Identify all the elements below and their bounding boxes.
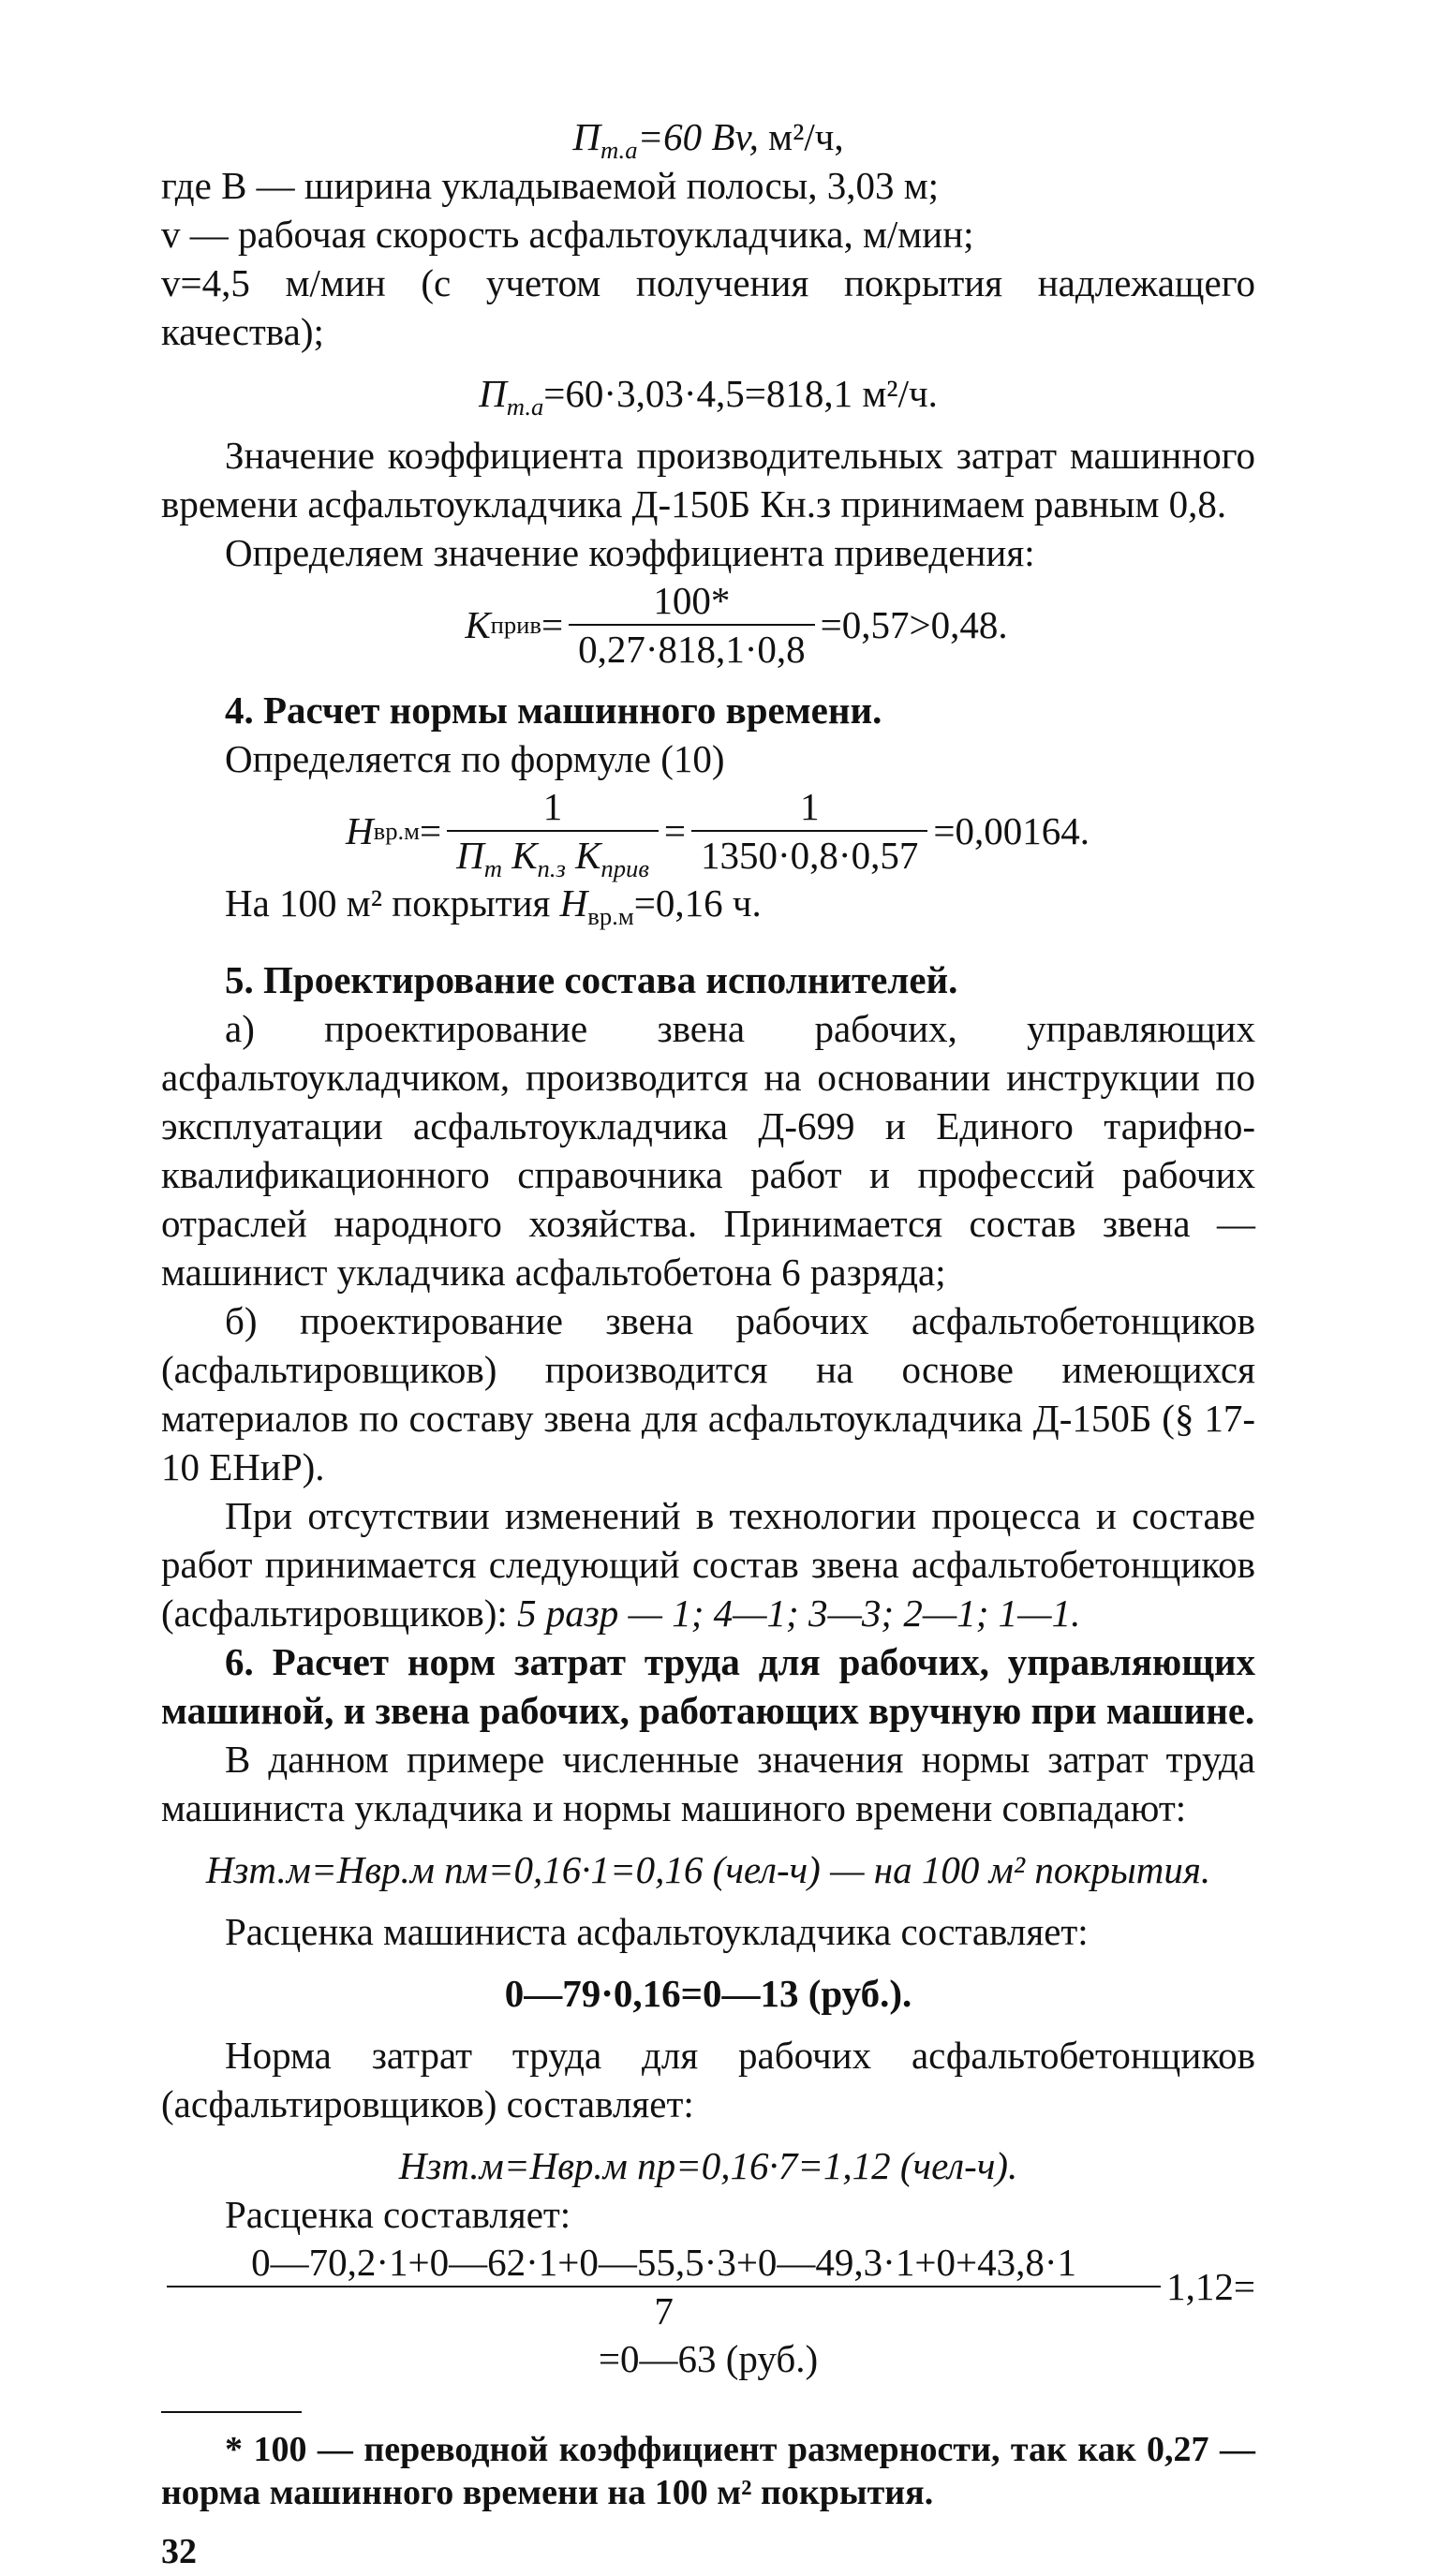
formula-reduction-coefficient: К прив = $\frac{100*}{0,27\cdot 818,1\cdot 0,8}$ =0,57>0,48. (465, 579, 1008, 671)
paragraph-reduction: Определяем значение коэффициента приведения: (225, 531, 1035, 574)
def-line-1: где B — ширина укладываемой полосы, 3,03 м; (161, 164, 940, 207)
paragraph-labor-norm: Норма затрат труда для рабочих асфальтобетонщиков (асфальтировщиков) составляет: (161, 2034, 1255, 2125)
formula-result: =0,00164. (933, 809, 1090, 852)
den-b: К (511, 834, 538, 877)
formula-lhs-sub: т.а (600, 136, 638, 165)
fraction-denominator: 0,27·818,1·0,8 (578, 628, 806, 671)
footnote: * 100 — переводной коэффициент размерности, так как 0,27 — норма машинного времени на 100 м² покрытия. (161, 2430, 1255, 2512)
section-5-para-c (161, 1491, 1255, 1637)
line-var: Н (559, 881, 588, 925)
formula-rate-machinist: 0—79·0,16=0—13 (руб.). (504, 1972, 912, 2015)
formula-mult: 1,12= (1166, 2265, 1255, 2308)
section-4-title: 4. Расчет нормы машинного времени. (225, 688, 882, 732)
line-suffix: =0,16 ч. (633, 881, 762, 925)
section-4-text: Определяется по формуле (10) (225, 737, 725, 780)
section-6-title: 6. Расчет норм затрат труда для рабочих, управляющих машиной, и звена рабочих, работающих вручную при машине. (161, 1640, 1255, 1732)
formula-lhs: К (465, 603, 491, 646)
formula-result: =0,57>0,48. (820, 603, 1008, 646)
line-prefix: На 100 м² покрытия (225, 881, 560, 925)
formula-productivity-calc (161, 369, 1255, 422)
paragraph-rate: Расценка составляет: (225, 2193, 571, 2236)
footnote-divider (161, 2411, 302, 2413)
def-line-3: v=4,5 м/мин (с учетом получения покрытия надлежащего качества); (161, 261, 1255, 353)
formula-lhs: П (479, 372, 507, 415)
fraction-numerator: 0—70,2·1+0—62·1+0—55,5·3+0—49,3·1+0+43,8·1 (167, 2239, 1161, 2287)
fraction-long (167, 2239, 1161, 2334)
formula-productivity (161, 112, 1255, 165)
formula-rhs: =60 Bv, (637, 115, 759, 158)
formula-eq: = (420, 809, 442, 852)
formula-lhs: П (572, 115, 600, 158)
den-c: К (575, 834, 601, 877)
fraction-2 (691, 783, 927, 879)
para-c-text: При отсутствии изменений в технологии процесса и составе работ принимается следующий состав звена асфальтобетонщиков (асфальтировщиков): (161, 1494, 1255, 1635)
fraction-numerator: 1 (447, 783, 659, 832)
fraction-denominator: 1350·0,8·0,57 (701, 834, 919, 877)
fraction (569, 577, 815, 673)
page-number: 32 (161, 2532, 197, 2571)
line-per-100 (161, 879, 1255, 931)
formula-rhs: =60·3,03·4,5=818,1 м²/ч. (543, 372, 938, 415)
formula-labor-workers: Нзт.м=Нвр.м nр=0,16·7=1,12 (чел-ч). (398, 2144, 1018, 2187)
paragraph-rate-machinist: Расценка машиниста асфальтоукладчика составляет: (225, 1910, 1089, 1953)
def-line-2: v — рабочая скорость асфальтоукладчика, м/мин; (161, 213, 974, 256)
formula-eq: = (541, 603, 564, 646)
formula-unit: м²/ч, (768, 115, 844, 158)
paragraph-coefficient: Значение коэффициента производительных затрат машинного времени асфальтоукладчика Д-150Б Кн.з принимаем равным 0,8. (161, 434, 1255, 526)
den-c-sub: прив (600, 854, 649, 883)
den-a-sub: т (483, 854, 503, 883)
fraction-denominator (447, 832, 659, 883)
fraction-numerator: 100* (569, 577, 815, 626)
section-5-para-b: б) проектирование звена рабочих асфальтобетонщиков (асфальтировщиков) производится на основе имеющихся материалов по составу звена для асфальтоукладчика Д-150Б (§ 17-10 ЕНиР). (161, 1299, 1255, 1488)
para-c-composition: 5 разр — 1; 4—1; 3—3; 2—1; 1—1. (517, 1591, 1081, 1635)
section-5-title: 5. Проектирование состава исполнителей. (225, 958, 958, 1001)
formula-rate-result: =0—63 (руб.) (598, 2337, 819, 2380)
line-var-sub: вр.м (587, 902, 634, 931)
den-b-sub: п.з (537, 854, 566, 883)
formula-machine-time: Н вр.м = $\frac{1}{П_т К_{п.з} К_{прив}}$ = $\frac{1}{1350\cdot 0,8\cdot 0,57}$ =0,00164. (346, 785, 1090, 883)
formula-lhs: Н (346, 809, 374, 852)
formula-rate-workers (161, 2239, 1255, 2334)
fraction-1 (447, 783, 659, 883)
section-6-para: В данном примере численные значения нормы затрат труда машиниста укладчика и нормы машиного времени совпадают: (161, 1738, 1255, 1829)
formula-eq: = (663, 809, 687, 852)
formula-labor-machinist: Нзт.м=Нвр.м nм=0,16·1=0,16 (чел-ч) — на 100 м² покрытия. (205, 1848, 1211, 1891)
fraction-numerator: 1 (691, 783, 927, 832)
den-a: П (456, 834, 484, 877)
formula-lhs-sub: т.а (506, 392, 544, 422)
section-5-para-a: а) проектирование звена рабочих, управляющих асфальтоукладчиком, производится на основании инструкции по эксплуатации асфальтоукладчика Д-699 и Единого тарифно-квалификационного справочника работ и профессий рабочих отраслей народного хозяйства. Принимается состав звена — машинист укладчика асфальтобетона 6 разряда; (161, 1007, 1255, 1294)
fraction-denominator: 7 (654, 2289, 674, 2332)
